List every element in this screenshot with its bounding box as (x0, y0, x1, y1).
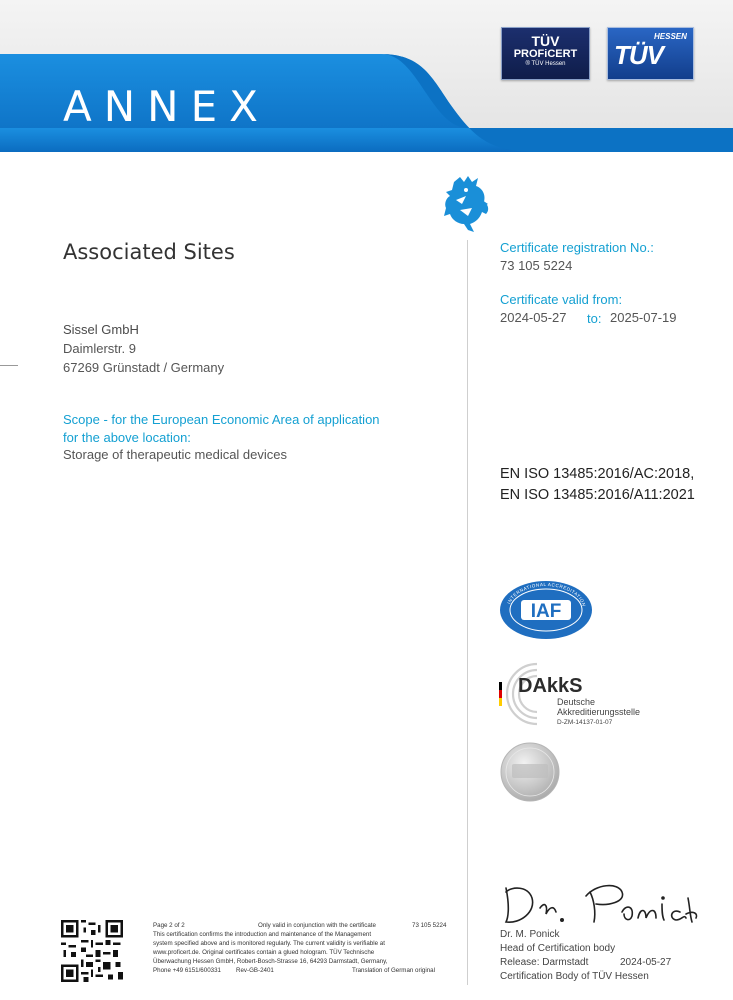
logo-proficert-line1: TÜV (531, 33, 560, 49)
footer-phone: Phone +49 6151/600331 (153, 967, 221, 974)
qr-code-icon (61, 920, 123, 982)
fold-mark (0, 365, 18, 366)
standard-line-1: EN ISO 13485:2016/AC:2018, (500, 466, 695, 482)
footer-page: Page 2 of 2 (153, 922, 185, 929)
address-city: 67269 Grünstadt / Germany (63, 360, 225, 375)
iaf-brand: IAF (530, 601, 562, 622)
footer-line2: This certification confirms the introduction and maintenance of the Management (153, 931, 372, 938)
scope-label: Scope - for the European Economic Area of application for the above location: (63, 412, 380, 445)
footer-line5: Überwachung Hessen GmbH, Robert-Bosch-Strasse 16, 64293 Darmstadt, Germany, (153, 958, 388, 965)
signature-image (500, 878, 700, 926)
hologram-seal-icon (500, 742, 560, 802)
iaf-logo (499, 580, 593, 640)
dakks-id: D-ZM-14137-01-07 (557, 719, 613, 726)
footer-line4: www.proficert.de. Original certificates contain a glued hologram. TÜV Technische (153, 949, 375, 956)
registration-label: Certificate registration No.: (500, 240, 654, 255)
section-title: Associated Sites (63, 240, 235, 264)
logo-tuv-main: TÜV (614, 40, 663, 70)
page-title: ANNEX (63, 82, 270, 131)
footer-cert-no: 73 105 5224 (412, 922, 447, 929)
release-place: Release: Darmstadt (500, 957, 589, 968)
tuv-hessen-logo (607, 27, 694, 80)
column-divider (467, 240, 468, 985)
valid-from-label: Certificate valid from: (500, 292, 623, 307)
valid-to-label: to: (587, 311, 602, 326)
standard-line-2: EN ISO 13485:2016/A11:2021 (500, 487, 695, 503)
signer-name: Dr. M. Ponick (500, 929, 560, 940)
registration-number: 73 105 5224 (500, 258, 573, 273)
dakks-brand: DAkkS (518, 675, 583, 697)
tuv-proficert-logo (501, 27, 590, 80)
logo-proficert-line2: PROFiCERT (513, 48, 578, 60)
address-street: Daimlerstr. 9 (63, 341, 136, 356)
logo-proficert-line3: ® TÜV Hessen (525, 61, 566, 67)
logo-tuv-sub: HESSEN (654, 32, 687, 41)
dakks-line2: Akkreditierungsstelle (557, 707, 641, 717)
footer-translation: Translation of German original (352, 967, 435, 974)
valid-from-date: 2024-05-27 (500, 310, 567, 325)
scope-text: Storage of therapeutic medical devices (63, 447, 288, 462)
footer-line3: system specified above and is monitored regularly. The current validity is verifiable at (153, 940, 385, 947)
company-name: Sissel GmbH (63, 322, 139, 337)
dakks-line1: Deutsche (557, 697, 596, 707)
valid-to-date: 2025-07-19 (610, 310, 677, 325)
footer-validity-note: Only valid in conjunction with the certificate (258, 922, 376, 929)
signer-role: Head of Certification body (500, 943, 616, 954)
certification-body: Certification Body of TÜV Hessen (500, 971, 649, 982)
footer-rev: Rev-GB-2401 (236, 967, 274, 974)
iaf-ring-text: INTERNATIONAL ACCREDITATION (506, 581, 587, 608)
hessen-lion-icon (442, 174, 492, 234)
release-date: 2024-05-27 (620, 957, 672, 968)
